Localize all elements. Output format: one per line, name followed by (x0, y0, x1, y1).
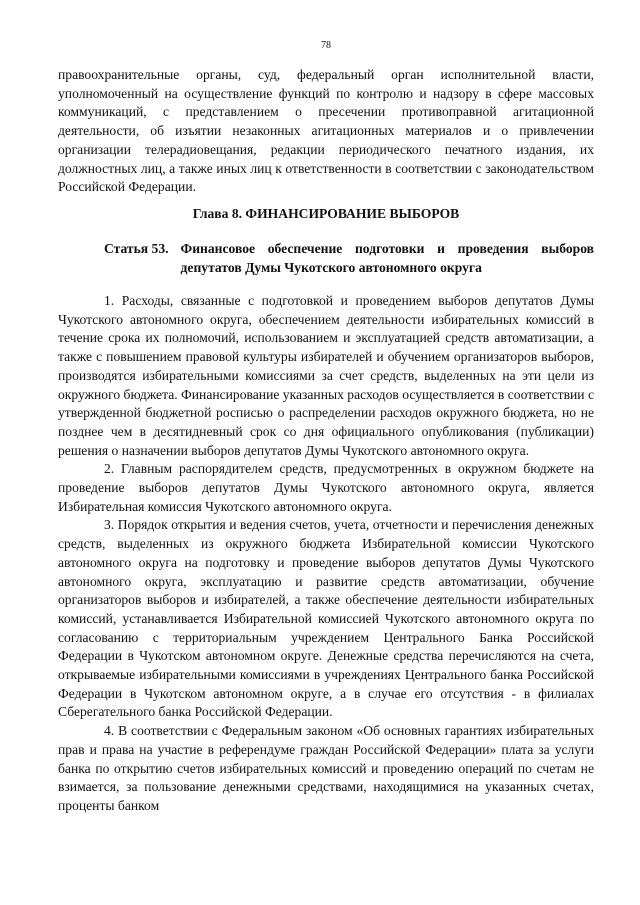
page-number: 78 (321, 40, 331, 51)
article-title: Финансовое обеспечение подготовки и проведения выборов депутатов Думы Чукотского автономного округа (180, 241, 594, 275)
paragraph-2: 2. Главным распорядителем средств, предусмотренных в окружном бюджете на проведение выборов депутатов Думы Чукотского автономного округа, является Избирательная комиссия Чукотского автономного округа. (58, 461, 594, 514)
paragraph-4: 4. В соответствии с Федеральным законом «Об основных гарантиях избирательных прав и права на участие в референдуме граждан Российской Федерации» плата за услуги банка по открытию счетов избирательных комиссий и проведению операций по счетам не взимается, за пользование денежными средствами, находящимися на указанных счетах, проценты банком (58, 723, 594, 813)
article-body (58, 292, 594, 816)
chapter-heading: Глава 8. ФИНАНСИРОВАНИЕ ВЫБОРОВ (192, 206, 460, 221)
paragraph-3: 3. Порядок открытия и ведения счетов, учета, отчетности и перечисления денежных средств, выделенных из окружного бюджета Избирательной комиссии Чукотского автономного округа на подготовку и проведение выборов депутатов Думы Чукотского автономного округа, эксплуатацию и развитие средств автоматизации, обучение организаторов выборов и избирателей, а также обеспечение деятельности избирательных комиссий, устанавливается Избирательной комиссией Чукотского автономного округа по согласованию с территориальным учреждением Центрального Банка Российской Федерации в Чукотском автономном округе. Денежные средства перечисляются на счета, открываемые избирательными комиссиями в учреждениях Центрального банка Российской Федерации в Чукотском автономном округе, а в случае его отсутствия - в филиалах Сберегательного банка Российской Федерации. (58, 517, 594, 720)
article-number: Статья 53. (104, 241, 169, 256)
paragraph-1: 1. Расходы, связанные с подготовкой и проведением выборов депутатов Думы Чукотского автономного округа, обеспечением деятельности избирательных комиссий в течение срока их полномочий, использованием и эксплуатацией средств автоматизации, а также с повышением правовой культуры избирателей и обучением организаторов выборов, производятся избирательными комиссиями за счет средств, выделенных на эти цели из окружного бюджета. Финансирование указанных расходов осуществляется в соответствии с утвержденной бюджетной росписью о распределении расходов окружного бюджета, но не позднее чем в десятидневный срок со дня официального опубликования (публикации) решения о назначении выборов депутатов Думы Чукотского автономного округа. (58, 293, 594, 458)
article-heading (104, 240, 594, 277)
intro-paragraph: правоохранительные органы, суд, федеральный орган исполнительной власти, уполномоченный на осуществление функций по контролю и надзору в сфере массовых коммуникаций, с представлением о пресечении противоправной агитационной деятельности, об изъятии незаконных агитационных материалов и о привлечении организации телерадиовещания, редакции периодического печатного издания, их должностных лиц, а также иных лиц к ответственности в соответствии с законодательством Российской Федерации. (58, 67, 594, 195)
